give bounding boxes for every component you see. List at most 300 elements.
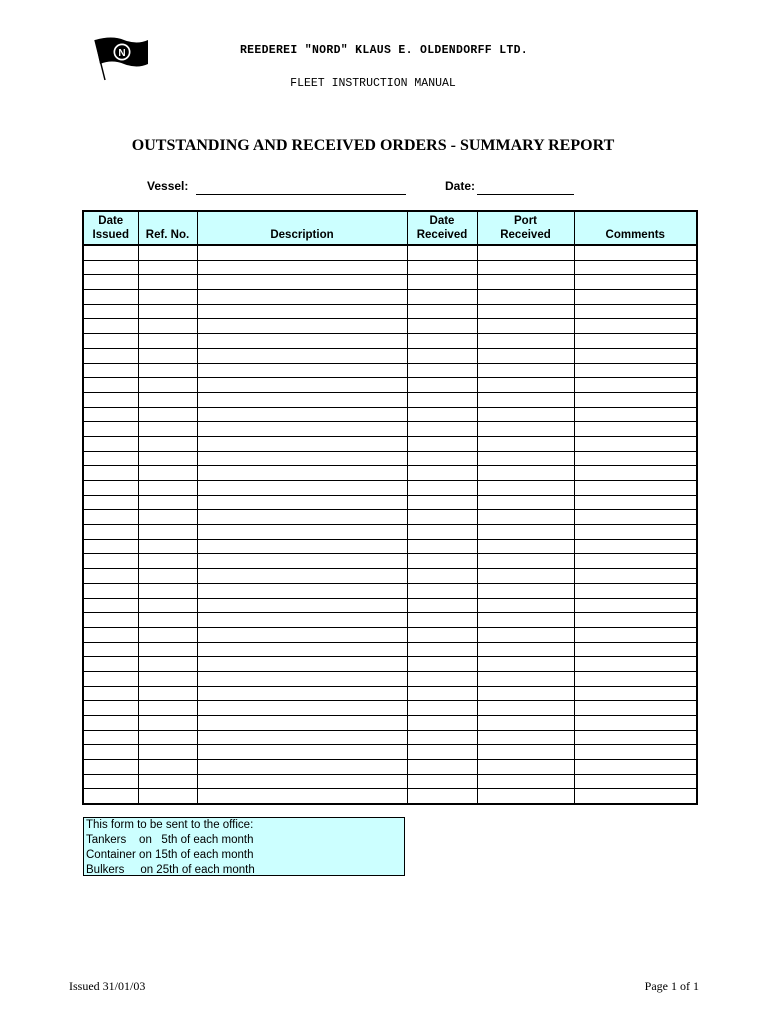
table-cell[interactable] bbox=[83, 290, 138, 305]
manual-title: FLEET INSTRUCTION MANUAL bbox=[290, 77, 456, 90]
table-cell[interactable] bbox=[477, 554, 574, 569]
table-row bbox=[83, 378, 697, 393]
col-date-received-line1: Date bbox=[429, 215, 455, 227]
table-cell[interactable] bbox=[477, 598, 574, 613]
table-row bbox=[83, 716, 697, 731]
table-cell[interactable] bbox=[574, 245, 697, 260]
table-cell[interactable] bbox=[574, 701, 697, 716]
note-line-2: Tankers on 5th of each month bbox=[86, 834, 254, 846]
table-cell[interactable] bbox=[477, 304, 574, 319]
table-cell[interactable] bbox=[407, 451, 477, 466]
col-ref-no bbox=[138, 211, 197, 245]
table-row bbox=[83, 363, 697, 378]
svg-text:N: N bbox=[118, 48, 126, 59]
table-cell[interactable] bbox=[574, 510, 697, 525]
table-cell[interactable] bbox=[83, 466, 138, 481]
table-cell[interactable] bbox=[574, 613, 697, 628]
table-cell[interactable] bbox=[574, 319, 697, 334]
table-row bbox=[83, 290, 697, 305]
table-row bbox=[83, 539, 697, 554]
table-row bbox=[83, 495, 697, 510]
table-cell[interactable] bbox=[574, 730, 697, 745]
col-date-issued-line1: Date bbox=[98, 215, 124, 227]
table-cell[interactable] bbox=[138, 627, 197, 642]
table-cell[interactable] bbox=[477, 436, 574, 451]
col-description bbox=[197, 211, 407, 245]
table-cell[interactable] bbox=[477, 745, 574, 760]
table-cell[interactable] bbox=[407, 260, 477, 275]
table-cell[interactable] bbox=[477, 363, 574, 378]
table-cell[interactable] bbox=[197, 745, 407, 760]
table-cell[interactable] bbox=[138, 363, 197, 378]
table-cell[interactable] bbox=[138, 686, 197, 701]
table-cell[interactable] bbox=[477, 686, 574, 701]
table-cell[interactable] bbox=[407, 525, 477, 540]
table-row bbox=[83, 760, 697, 775]
table-cell[interactable] bbox=[574, 760, 697, 775]
col-comments bbox=[574, 211, 697, 245]
table-cell[interactable] bbox=[574, 539, 697, 554]
table-cell[interactable] bbox=[83, 319, 138, 334]
table-cell[interactable] bbox=[407, 245, 477, 260]
table-cell[interactable] bbox=[477, 481, 574, 496]
table-cell[interactable] bbox=[83, 275, 138, 290]
table-row bbox=[83, 407, 697, 422]
table-cell[interactable] bbox=[197, 275, 407, 290]
table-cell[interactable] bbox=[477, 451, 574, 466]
table-cell[interactable] bbox=[407, 554, 477, 569]
note-line-1: This form to be sent to the office: bbox=[86, 819, 254, 831]
table-cell[interactable] bbox=[197, 642, 407, 657]
table-header-row bbox=[83, 211, 697, 245]
table-cell[interactable] bbox=[138, 642, 197, 657]
table-row bbox=[83, 436, 697, 451]
table-cell[interactable] bbox=[83, 554, 138, 569]
table-cell[interactable] bbox=[574, 304, 697, 319]
table-cell[interactable] bbox=[138, 348, 197, 363]
table-cell[interactable] bbox=[83, 730, 138, 745]
table-cell[interactable] bbox=[83, 525, 138, 540]
table-cell[interactable] bbox=[407, 730, 477, 745]
table-cell[interactable] bbox=[197, 525, 407, 540]
col-port-received-line1: Port bbox=[514, 215, 537, 227]
table-cell[interactable] bbox=[138, 304, 197, 319]
table-row bbox=[83, 334, 697, 349]
table-row bbox=[83, 613, 697, 628]
table-row bbox=[83, 510, 697, 525]
table-cell[interactable] bbox=[574, 481, 697, 496]
table-cell[interactable] bbox=[83, 260, 138, 275]
table-cell[interactable] bbox=[574, 598, 697, 613]
table-cell[interactable] bbox=[477, 334, 574, 349]
table-cell[interactable] bbox=[197, 539, 407, 554]
table-cell[interactable] bbox=[197, 378, 407, 393]
table-cell[interactable] bbox=[197, 451, 407, 466]
table-cell[interactable] bbox=[407, 642, 477, 657]
table-row bbox=[83, 671, 697, 686]
table-cell[interactable] bbox=[477, 510, 574, 525]
table-cell[interactable] bbox=[83, 716, 138, 731]
table-row bbox=[83, 774, 697, 789]
table-cell[interactable] bbox=[407, 510, 477, 525]
table-cell[interactable] bbox=[407, 686, 477, 701]
table-cell[interactable] bbox=[574, 716, 697, 731]
table-cell[interactable] bbox=[197, 466, 407, 481]
table-cell[interactable] bbox=[407, 583, 477, 598]
table-cell[interactable] bbox=[407, 789, 477, 804]
table-row bbox=[83, 348, 697, 363]
table-cell[interactable] bbox=[138, 613, 197, 628]
table-cell[interactable] bbox=[83, 760, 138, 775]
table-cell[interactable] bbox=[477, 290, 574, 305]
table-cell[interactable] bbox=[477, 627, 574, 642]
table-row bbox=[83, 466, 697, 481]
table-cell[interactable] bbox=[83, 481, 138, 496]
table-row bbox=[83, 481, 697, 496]
table-cell[interactable] bbox=[407, 671, 477, 686]
table-cell[interactable] bbox=[477, 642, 574, 657]
page-number: Page 1 of 1 bbox=[644, 979, 699, 993]
table-cell[interactable] bbox=[407, 348, 477, 363]
table-cell[interactable] bbox=[477, 760, 574, 775]
table-cell[interactable] bbox=[407, 422, 477, 437]
submission-note bbox=[83, 817, 405, 876]
table-cell[interactable] bbox=[197, 290, 407, 305]
table-cell[interactable] bbox=[477, 716, 574, 731]
table-row bbox=[83, 525, 697, 540]
table-cell[interactable] bbox=[83, 671, 138, 686]
table-row bbox=[83, 569, 697, 584]
table-cell[interactable] bbox=[138, 451, 197, 466]
table-cell[interactable] bbox=[197, 392, 407, 407]
table-cell[interactable] bbox=[138, 598, 197, 613]
table-cell[interactable] bbox=[477, 525, 574, 540]
table-cell[interactable] bbox=[138, 481, 197, 496]
table-cell[interactable] bbox=[407, 569, 477, 584]
table-cell[interactable] bbox=[197, 760, 407, 775]
table-cell[interactable] bbox=[574, 451, 697, 466]
table-cell[interactable] bbox=[407, 481, 477, 496]
table-cell[interactable] bbox=[83, 657, 138, 672]
table-cell[interactable] bbox=[138, 525, 197, 540]
table-cell[interactable] bbox=[138, 378, 197, 393]
table-cell[interactable] bbox=[197, 716, 407, 731]
flag-logo-icon bbox=[92, 34, 150, 82]
table-cell[interactable] bbox=[197, 495, 407, 510]
table-cell[interactable] bbox=[138, 554, 197, 569]
vessel-label: Vessel: bbox=[147, 179, 189, 193]
table-cell[interactable] bbox=[197, 363, 407, 378]
note-line-4: Bulkers on 25th of each month bbox=[86, 864, 255, 876]
table-cell[interactable] bbox=[574, 422, 697, 437]
table-cell[interactable] bbox=[83, 613, 138, 628]
table-cell[interactable] bbox=[83, 348, 138, 363]
report-title: OUTSTANDING AND RECEIVED ORDERS - SUMMARY REPORT bbox=[131, 137, 615, 154]
table-cell[interactable] bbox=[138, 245, 197, 260]
table-cell[interactable] bbox=[83, 642, 138, 657]
table-cell[interactable] bbox=[407, 392, 477, 407]
table-cell[interactable] bbox=[574, 466, 697, 481]
table-cell[interactable] bbox=[197, 569, 407, 584]
table-cell[interactable] bbox=[574, 583, 697, 598]
table-cell[interactable] bbox=[138, 569, 197, 584]
col-port-received-line2: Received bbox=[500, 229, 551, 241]
table-cell[interactable] bbox=[83, 422, 138, 437]
table-cell[interactable] bbox=[138, 789, 197, 804]
table-cell[interactable] bbox=[138, 466, 197, 481]
table-cell[interactable] bbox=[197, 260, 407, 275]
table-cell[interactable] bbox=[138, 319, 197, 334]
table-cell[interactable] bbox=[574, 260, 697, 275]
table-cell[interactable] bbox=[477, 583, 574, 598]
table-cell[interactable] bbox=[83, 392, 138, 407]
issued-date: Issued 31/01/03 bbox=[69, 979, 146, 993]
table-cell[interactable] bbox=[574, 525, 697, 540]
table-cell[interactable] bbox=[574, 569, 697, 584]
table-row bbox=[83, 554, 697, 569]
table-cell[interactable] bbox=[83, 436, 138, 451]
table-cell[interactable] bbox=[477, 392, 574, 407]
table-cell[interactable] bbox=[574, 495, 697, 510]
table-cell[interactable] bbox=[197, 510, 407, 525]
table-cell[interactable] bbox=[407, 745, 477, 760]
table-cell[interactable] bbox=[83, 304, 138, 319]
table-cell[interactable] bbox=[138, 275, 197, 290]
table-cell[interactable] bbox=[83, 363, 138, 378]
table-cell[interactable] bbox=[197, 686, 407, 701]
table-cell[interactable] bbox=[138, 671, 197, 686]
table-cell[interactable] bbox=[83, 539, 138, 554]
col-port-received bbox=[477, 211, 574, 245]
table-cell[interactable] bbox=[407, 363, 477, 378]
table-cell[interactable] bbox=[407, 290, 477, 305]
table-cell[interactable] bbox=[574, 642, 697, 657]
table-cell[interactable] bbox=[197, 730, 407, 745]
table-row bbox=[83, 275, 697, 290]
table-cell[interactable] bbox=[197, 436, 407, 451]
table-cell[interactable] bbox=[574, 348, 697, 363]
table-cell[interactable] bbox=[83, 701, 138, 716]
table-cell[interactable] bbox=[407, 657, 477, 672]
table-cell[interactable] bbox=[407, 613, 477, 628]
table-cell[interactable] bbox=[574, 789, 697, 804]
table-cell[interactable] bbox=[407, 774, 477, 789]
table-cell[interactable] bbox=[138, 657, 197, 672]
table-cell[interactable] bbox=[83, 378, 138, 393]
date-label: Date: bbox=[445, 179, 476, 193]
table-cell[interactable] bbox=[477, 495, 574, 510]
table-cell[interactable] bbox=[83, 686, 138, 701]
table-cell[interactable] bbox=[197, 304, 407, 319]
table-cell[interactable] bbox=[197, 789, 407, 804]
table-cell[interactable] bbox=[83, 510, 138, 525]
table-cell[interactable] bbox=[197, 481, 407, 496]
table-cell[interactable] bbox=[574, 275, 697, 290]
table-row bbox=[83, 451, 697, 466]
table-row bbox=[83, 422, 697, 437]
table-row bbox=[83, 657, 697, 672]
col-date-received-line2: Received bbox=[416, 229, 468, 241]
table-cell[interactable] bbox=[138, 407, 197, 422]
table-cell[interactable] bbox=[574, 290, 697, 305]
table-cell[interactable] bbox=[477, 466, 574, 481]
table-cell[interactable] bbox=[83, 774, 138, 789]
table-cell[interactable] bbox=[574, 363, 697, 378]
table-cell[interactable] bbox=[407, 466, 477, 481]
table-row bbox=[83, 642, 697, 657]
table-cell[interactable] bbox=[477, 789, 574, 804]
table-cell[interactable] bbox=[574, 436, 697, 451]
orders-table bbox=[82, 210, 698, 805]
table-cell[interactable] bbox=[407, 436, 477, 451]
table-row bbox=[83, 730, 697, 745]
col-comments-label: Comments bbox=[605, 229, 665, 241]
table-cell[interactable] bbox=[574, 392, 697, 407]
table-row bbox=[83, 686, 697, 701]
table-cell[interactable] bbox=[477, 539, 574, 554]
table-cell[interactable] bbox=[138, 716, 197, 731]
table-cell[interactable] bbox=[407, 495, 477, 510]
table-cell[interactable] bbox=[407, 701, 477, 716]
table-cell[interactable] bbox=[574, 745, 697, 760]
table-cell[interactable] bbox=[407, 627, 477, 642]
table-row bbox=[83, 745, 697, 760]
table-row bbox=[83, 304, 697, 319]
table-cell[interactable] bbox=[477, 245, 574, 260]
table-cell[interactable] bbox=[197, 334, 407, 349]
table-cell[interactable] bbox=[138, 422, 197, 437]
table-body bbox=[83, 245, 697, 804]
table-row bbox=[83, 245, 697, 260]
table-cell[interactable] bbox=[574, 686, 697, 701]
table-row bbox=[83, 789, 697, 804]
table-cell[interactable] bbox=[197, 407, 407, 422]
table-row bbox=[83, 260, 697, 275]
table-cell[interactable] bbox=[83, 627, 138, 642]
table-cell[interactable] bbox=[197, 657, 407, 672]
table-cell[interactable] bbox=[138, 583, 197, 598]
table-cell[interactable] bbox=[138, 760, 197, 775]
table-cell[interactable] bbox=[83, 598, 138, 613]
table-cell[interactable] bbox=[574, 334, 697, 349]
table-cell[interactable] bbox=[574, 554, 697, 569]
table-cell[interactable] bbox=[197, 627, 407, 642]
table-cell[interactable] bbox=[574, 378, 697, 393]
table-cell[interactable] bbox=[138, 539, 197, 554]
table-cell[interactable] bbox=[477, 569, 574, 584]
table-cell[interactable] bbox=[197, 348, 407, 363]
table-cell[interactable] bbox=[138, 392, 197, 407]
table-cell[interactable] bbox=[83, 451, 138, 466]
table-cell[interactable] bbox=[138, 334, 197, 349]
table-row bbox=[83, 598, 697, 613]
col-ref-no-label: Ref. No. bbox=[145, 229, 190, 241]
col-date-received bbox=[407, 211, 477, 245]
table-cell[interactable] bbox=[477, 657, 574, 672]
table-cell[interactable] bbox=[574, 657, 697, 672]
table-cell[interactable] bbox=[83, 569, 138, 584]
table-cell[interactable] bbox=[197, 245, 407, 260]
table-cell[interactable] bbox=[197, 422, 407, 437]
table-cell[interactable] bbox=[477, 422, 574, 437]
table-cell[interactable] bbox=[477, 378, 574, 393]
table-cell[interactable] bbox=[477, 260, 574, 275]
table-cell[interactable] bbox=[574, 407, 697, 422]
table-row bbox=[83, 319, 697, 334]
table-cell[interactable] bbox=[197, 774, 407, 789]
table-cell[interactable] bbox=[83, 245, 138, 260]
table-cell[interactable] bbox=[138, 260, 197, 275]
table-cell[interactable] bbox=[197, 319, 407, 334]
table-cell[interactable] bbox=[83, 495, 138, 510]
col-date-issued bbox=[83, 211, 138, 245]
table-cell[interactable] bbox=[477, 319, 574, 334]
table-row bbox=[83, 583, 697, 598]
table-cell[interactable] bbox=[407, 275, 477, 290]
table-cell[interactable] bbox=[83, 583, 138, 598]
table-cell[interactable] bbox=[407, 407, 477, 422]
date-field[interactable] bbox=[477, 194, 574, 195]
table-cell[interactable] bbox=[138, 745, 197, 760]
table-cell[interactable] bbox=[477, 671, 574, 686]
table-cell[interactable] bbox=[574, 774, 697, 789]
table-cell[interactable] bbox=[197, 583, 407, 598]
note-line-3: Container on 15th of each month bbox=[86, 849, 254, 861]
table-cell[interactable] bbox=[138, 436, 197, 451]
col-description-label: Description bbox=[270, 229, 334, 241]
table-row bbox=[83, 701, 697, 716]
company-name: REEDEREI "NORD" KLAUS E. OLDENDORFF LTD. bbox=[239, 44, 529, 57]
table-cell[interactable] bbox=[407, 760, 477, 775]
table-cell[interactable] bbox=[83, 745, 138, 760]
table-cell[interactable] bbox=[138, 701, 197, 716]
table-cell[interactable] bbox=[477, 730, 574, 745]
table-cell[interactable] bbox=[197, 598, 407, 613]
table-cell[interactable] bbox=[138, 730, 197, 745]
table-cell[interactable] bbox=[477, 275, 574, 290]
table-cell[interactable] bbox=[138, 495, 197, 510]
table-cell[interactable] bbox=[197, 554, 407, 569]
table-cell[interactable] bbox=[477, 701, 574, 716]
table-cell[interactable] bbox=[83, 407, 138, 422]
table-row bbox=[83, 392, 697, 407]
table-cell[interactable] bbox=[407, 539, 477, 554]
table-cell[interactable] bbox=[197, 613, 407, 628]
table-cell[interactable] bbox=[138, 510, 197, 525]
table-cell[interactable] bbox=[407, 319, 477, 334]
table-cell[interactable] bbox=[407, 598, 477, 613]
table-cell[interactable] bbox=[197, 671, 407, 686]
table-cell[interactable] bbox=[407, 304, 477, 319]
table-cell[interactable] bbox=[407, 334, 477, 349]
table-cell[interactable] bbox=[477, 613, 574, 628]
table-cell[interactable] bbox=[477, 407, 574, 422]
table-cell[interactable] bbox=[477, 348, 574, 363]
table-cell[interactable] bbox=[407, 378, 477, 393]
vessel-field[interactable] bbox=[196, 194, 406, 195]
table-cell[interactable] bbox=[407, 716, 477, 731]
table-cell[interactable] bbox=[574, 671, 697, 686]
table-row bbox=[83, 627, 697, 642]
table-cell[interactable] bbox=[83, 789, 138, 804]
col-date-issued-line2: Issued bbox=[92, 229, 129, 241]
table-cell[interactable] bbox=[574, 627, 697, 642]
table-cell[interactable] bbox=[138, 774, 197, 789]
table-cell[interactable] bbox=[197, 701, 407, 716]
table-cell[interactable] bbox=[138, 290, 197, 305]
table-cell[interactable] bbox=[83, 334, 138, 349]
table-cell[interactable] bbox=[477, 774, 574, 789]
